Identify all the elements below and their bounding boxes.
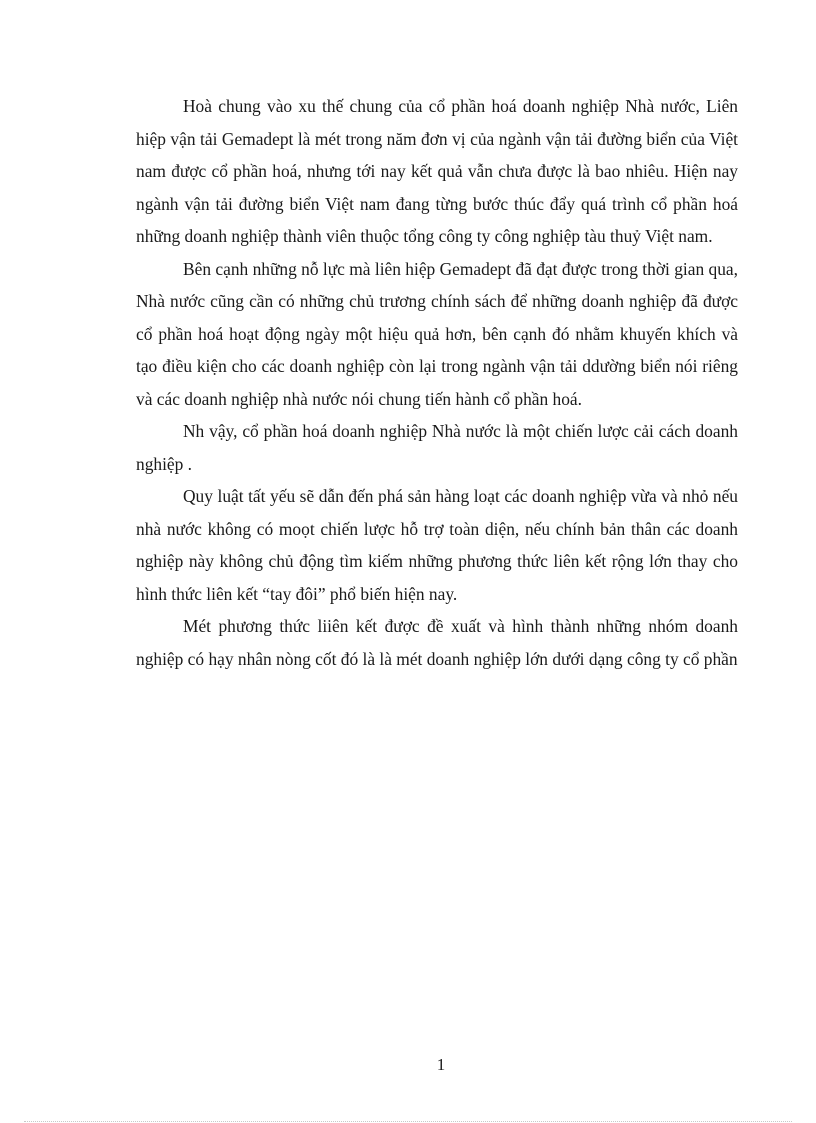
- paragraph-2: Bên cạnh những nỗ lực mà liên hiệp Gemadept đã đạt được trong thời gian qua, Nhà nước cũng cần có những chủ trương chính sách để những doanh nghiệp đã được cổ phần hoá hoạt động ngày một hiệu quả hơn, bên cạnh đó nhằm khuyến khích và tạo điều kiện cho các doanh nghiệp còn lại trong ngành vận tải ddường biển nói riêng và các doanh nghiệp nhà nước nói chung tiến hành cổ phần hoá.: [136, 258, 738, 409]
- body-text: [136, 90, 738, 675]
- paragraph-3: Nh vậy, cổ phần hoá doanh nghiệp Nhà nước là một chiến lược cải cách doanh nghiệp .: [136, 421, 738, 474]
- page-number: 1: [436, 1055, 446, 1074]
- paragraph-1: Hoà chung vào xu thế chung của cổ phần hoá doanh nghiệp Nhà nước, Liên hiệp vận tải Gemadept là mét trong năm đơn vị của ngành vận tải đường biển của Việt nam được cổ phần hoá, nhưng tới nay kết quả vẫn chưa được là bao nhiêu. Hiện nay ngành vận tải đường biển Việt nam đang từng bước thúc đẩy quá trình cổ phần hoá những doanh nghiệp thành viên thuộc tổng công ty công nghiệp tàu thuỷ Việt nam.: [136, 96, 738, 246]
- paragraph-4: Quy luật tất yếu sẽ dẫn đến phá sản hàng loạt các doanh nghiệp vừa và nhỏ nếu nhà nước không có moọt chiến lược hỗ trợ toàn diện, nếu chính bản thân các doanh nghiệp này không chủ động tìm kiếm những phương thức liên kết rộng lớn thay cho hình thức liên kết “tay đôi” phổ biến hiện nay.: [136, 486, 738, 604]
- paragraph-5: Mét phương thức liiên kết được đề xuất và hình thành những nhóm doanh nghiệp có hạy nhân nòng cốt đó là là mét doanh nghiệp lớn dưới dạng công ty cổ phần: [136, 616, 738, 669]
- page-bottom-border: [24, 1121, 792, 1122]
